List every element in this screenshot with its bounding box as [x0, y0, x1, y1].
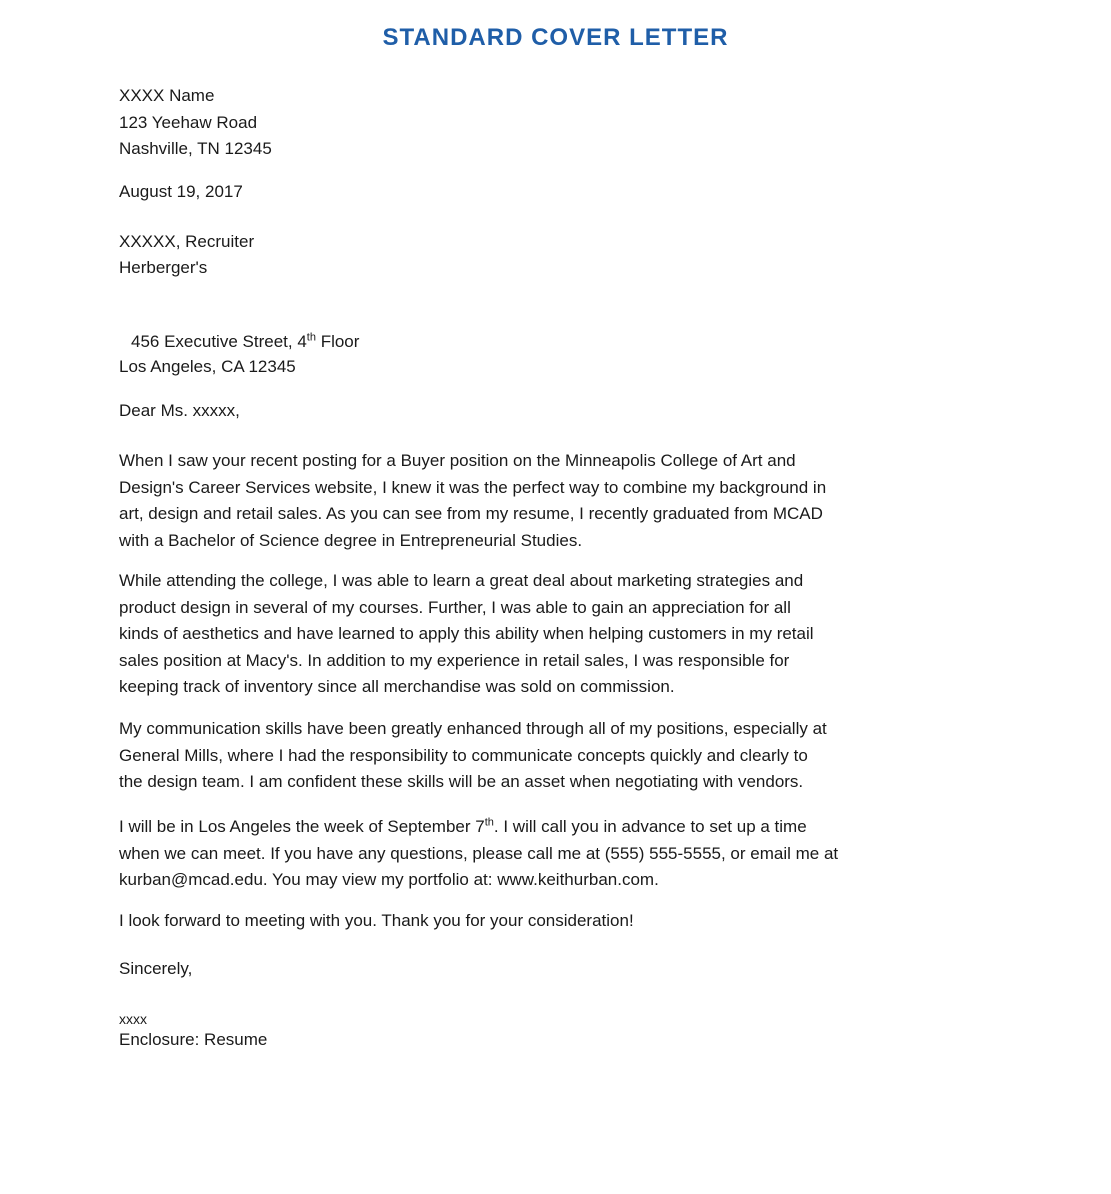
- paragraph-4-line: kurban@mcad.edu. You may view my portfolio at: www.keithurban.com.: [119, 870, 659, 889]
- paragraph-1-line: with a Bachelor of Science degree in Entrepreneurial Studies.: [119, 530, 583, 550]
- paragraph-3-line: My communication skills have been greatly enhanced through all of my positions, especially at: [119, 719, 827, 738]
- paragraph-3-line: the design team. I am confident these skills will be an asset when negotiating with vendors.: [119, 772, 804, 791]
- sender-city: Nashville, TN 12345: [119, 139, 272, 158]
- paragraph-1-line: Design's Career Services website, I knew it was the perfect way to combine my background in: [119, 477, 827, 497]
- paragraph-1: [119, 448, 994, 554]
- recipient-city: Los Angeles, CA 12345: [119, 357, 296, 376]
- recipient-street-ordinal: th: [306, 331, 316, 344]
- recipient-name: XXXXX, Recruiter: [119, 232, 255, 251]
- sender-name: XXXX Name: [119, 86, 215, 105]
- closing: Sincerely,: [119, 959, 193, 978]
- paragraph-4-text: . I will call you in advance to set up a time: [493, 817, 807, 836]
- paragraph-2-line: kinds of aesthetics and have learned to apply this ability when helping customers in my retail: [119, 624, 814, 643]
- paragraph-2-line: While attending the college, I was able to learn a great deal about marketing strategies and: [119, 571, 804, 590]
- paragraph-4-line: when we can meet. If you have any questions, please call me at (555) 555-5555, or email me at: [119, 843, 839, 863]
- recipient-street-text: 456 Executive Street, 4: [131, 332, 307, 351]
- paragraph-1-line: When I saw your recent posting for a Buyer position on the Minneapolis College of Art and: [119, 451, 796, 470]
- paragraph-2-line: product design in several of my courses. Further, I was able to gain an appreciation for all: [119, 597, 791, 617]
- salutation: Dear Ms. xxxxx,: [119, 401, 240, 420]
- document-title: STANDARD COVER LETTER: [382, 24, 729, 51]
- paragraph-5: I look forward to meeting with you. Thank you for your consideration!: [119, 911, 634, 930]
- paragraph-4-ordinal: th: [484, 816, 494, 829]
- paragraph-4-line: [119, 814, 994, 841]
- recipient-company: Herberger's: [119, 258, 208, 277]
- sender-street: 123 Yeehaw Road: [119, 113, 258, 132]
- paragraph-4-text: I will be in Los Angeles the week of September 7: [119, 817, 485, 836]
- paragraph-3-line: General Mills, where I had the responsibility to communicate concepts quickly and clearly to: [119, 745, 808, 765]
- paragraph-2-line: keeping track of inventory since all merchandise was sold on commission.: [119, 677, 675, 696]
- paragraph-3: [119, 716, 994, 796]
- recipient-street: [131, 331, 359, 353]
- paragraph-1-line: art, design and retail sales. As you can see from my resume, I recently graduated from MCAD: [119, 504, 823, 523]
- signature: xxxx: [119, 1011, 147, 1027]
- recipient-street-suffix: Floor: [315, 332, 360, 351]
- paragraph-2-line: sales position at Macy's. In addition to my experience in retail sales, I was responsible for: [119, 650, 790, 670]
- paragraph-2: [119, 568, 994, 701]
- enclosure: Enclosure: Resume: [119, 1030, 268, 1049]
- paragraph-4: [119, 814, 994, 894]
- letter-date: August 19, 2017: [119, 182, 243, 201]
